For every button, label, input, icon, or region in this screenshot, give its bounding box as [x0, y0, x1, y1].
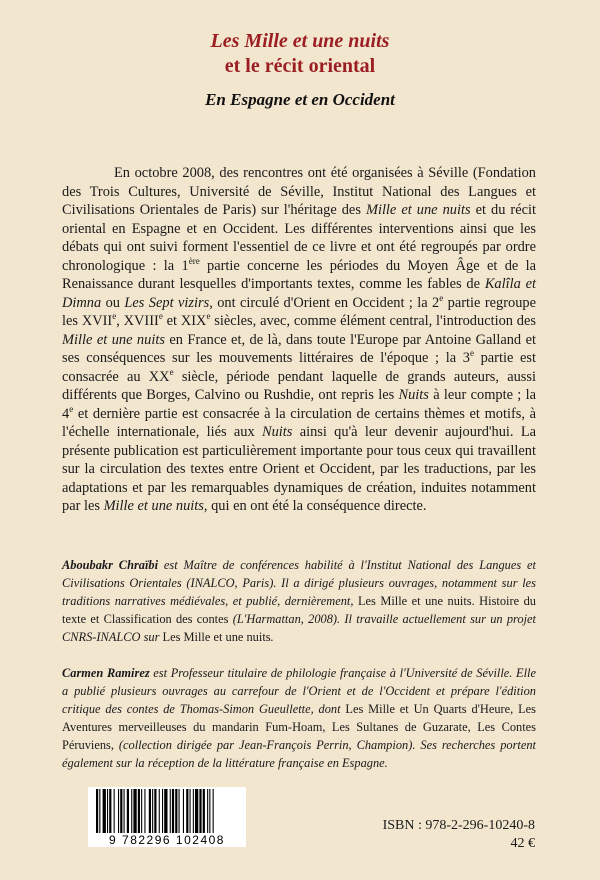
author-bio-chraibi: Aboubakr Chraïbi est Maître de conférences habilité à l'Institut National des Langues et Civilisations Orientales (INALCO, Paris). Il a dirigé plusieurs ouvrages, notamment sur les traditions narratives médiévales, et publié, dernièrement, Les Mille et une nuits. Histoire du texte et Classification des contes (L'Harmattan, 2008). Il travaille actuellement sur un projet CNRS-INALCO sur Les Mille et une nuits.: [62, 558, 536, 645]
barcode-digits: 9 782296 102408: [88, 833, 246, 847]
book-subtitle: En Espagne et en Occident: [205, 90, 395, 109]
book-summary: En octobre 2008, des rencontres ont été organisées à Séville (Fondation des Trois Cultures, Université de Séville, Institut National des Langues et Civilisations Orientales de Paris) sur l'héritage des Mille et une nuits et du récit oriental en Espagne et en Occident. Les différentes interventions ainsi que les débats qui ont suivi forment l'essentiel de ce livre et ont été regroupés par ordre chronologique : la 1ère partie concerne les périodes du Moyen Âge et de la Renaissance durant lesquelles d'importants textes, comme les fables de Kalîla et Dimna ou Les Sept vizirs, ont circulé d'Orient en Occident ; la 2e partie regroupe les XVIIe, XVIIIe et XIXe siècles, avec, comme élément central, l'introduction des Mille et une nuits en France et, de là, dans toute l'Europe par Antoine Galland et ses conséquences sur les mouvements littéraires de l'époque ; la 3e partie est consacrée au XXe siècle, période pendant laquelle de grands auteurs, aussi différents que Borges, Calvino ou Rushdie, ont repris les Nuits à leur compte ; la 4e et dernière partie est consacrée à la circulation de certains thèmes et motifs, à l'échelle internationale, liés aux Nuits ainsi qu'à leur devenir aujourd'hui. La présente publication est particulièrement importante pour tous ceux qui travaillent sur la circulation des textes entre Orient et Occident, par les traductions, par les adaptations et par les remarquables dynamiques de création, induites notamment par les Mille et une nuits, qui en ont été la conséquence directe.: [62, 165, 537, 515]
author-name: Aboubakr Chraïbi: [62, 558, 159, 573]
isbn-barcode: [88, 787, 246, 847]
author-name: Carmen Ramirez: [62, 666, 150, 681]
book-title-line2: et le récit oriental: [224, 55, 376, 77]
isbn-block: [383, 817, 535, 853]
author-bio-ramirez: Carmen Ramirez est Professeur titulaire de philologie française à l'Université de Séville. Elle a publié plusieurs ouvrages au carrefour de l'Orient et de l'Occident et prépare l'édition critique des contes de Thomas-Simon Gueullette, dont Les Mille et Un Quarts d'Heure, Les Aventures merveilleuses du mandarin Fum-Hoam, Les Sultanes de Guzarate, Les Contes Péruviens, (collection dirigée par Jean-François Perrin, Champion). Ses recherches portent également sur la réception de la littérature française en Espagne.: [62, 666, 536, 771]
price: 42 €: [510, 836, 535, 851]
book-title-line1: Les Mille et une nuits: [210, 30, 390, 52]
barcode-bars: [88, 787, 246, 833]
isbn-number: ISBN : 978-2-296-10240-8: [382, 818, 535, 833]
